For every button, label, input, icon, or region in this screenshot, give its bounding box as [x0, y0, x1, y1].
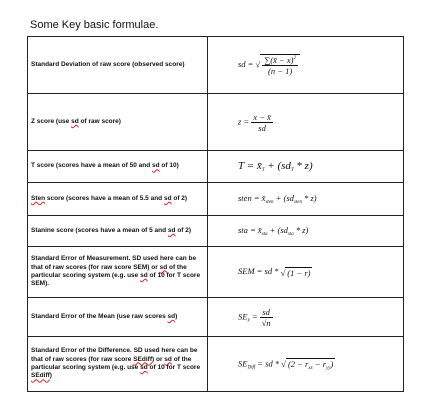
table-row — [28, 216, 404, 247]
se-mean-formula: $SE_{x̄}$ = $\frac{sd}{√n}$ — [208, 298, 404, 337]
sten-formula: sten = $x̄_{sten} + (sd_{sten} * z)$ — [208, 183, 404, 216]
table-row — [28, 298, 404, 337]
row-description: Sten score (scores have a mean of 5.5 and sd of 2) — [28, 183, 208, 216]
table-row — [28, 183, 404, 216]
row-description: Standard Error of the Difference. SD used here can be that of raw scores (for raw score SEdiff) or sd of the particular scoring system (e.g. use sd of 10 for T score SEdiff) — [28, 337, 208, 392]
row-description: Standard Error of Measurement. SD used here can be that of raw scores (for raw score SEM) or sd of the particular scoring system (e.g. use sd of 10 for T score SEM). — [28, 247, 208, 298]
table-row — [28, 94, 404, 151]
row-description: Standard Error of the Mean (use raw scores sd) — [28, 298, 208, 337]
row-description: Standard Deviation of raw score (observed score) — [28, 37, 208, 94]
sd-formula: sd = √ $\frac{\sum(x̄ - x)^2}{(n - 1)}$ — [208, 37, 404, 94]
se-diff-formula: $SE_{Diff}$ = sd * √ $(2 - r_{xx} - r_{yy})$ — [208, 337, 404, 392]
page-title: Some Key basic formulae. — [30, 19, 159, 31]
formulae-table — [27, 36, 404, 392]
square-root: √ $\frac{\sum(x̄ - x)^2}{(n - 1)}$ — [256, 54, 300, 76]
table-row — [28, 337, 404, 392]
sem-formula: SEM = sd * √ (1 − r) — [208, 247, 404, 298]
row-description: T score (scores have a mean of 50 and sd of 10) — [28, 151, 208, 183]
table-row — [28, 247, 404, 298]
row-description: Stanine score (scores have a mean of 5 and sd of 2) — [28, 216, 208, 247]
table-row — [28, 151, 404, 183]
table-row — [28, 37, 404, 94]
stanine-formula: sta = $x̄_{sta} + (sd_{sta} * z)$ — [208, 216, 404, 247]
t-formula: $T = x̄_T + (sd_T * z)$ — [208, 151, 404, 183]
z-formula: z = $\frac{x - x̄}{sd}$ — [208, 94, 404, 151]
row-description: Z score (use sd of raw score) — [28, 94, 208, 151]
